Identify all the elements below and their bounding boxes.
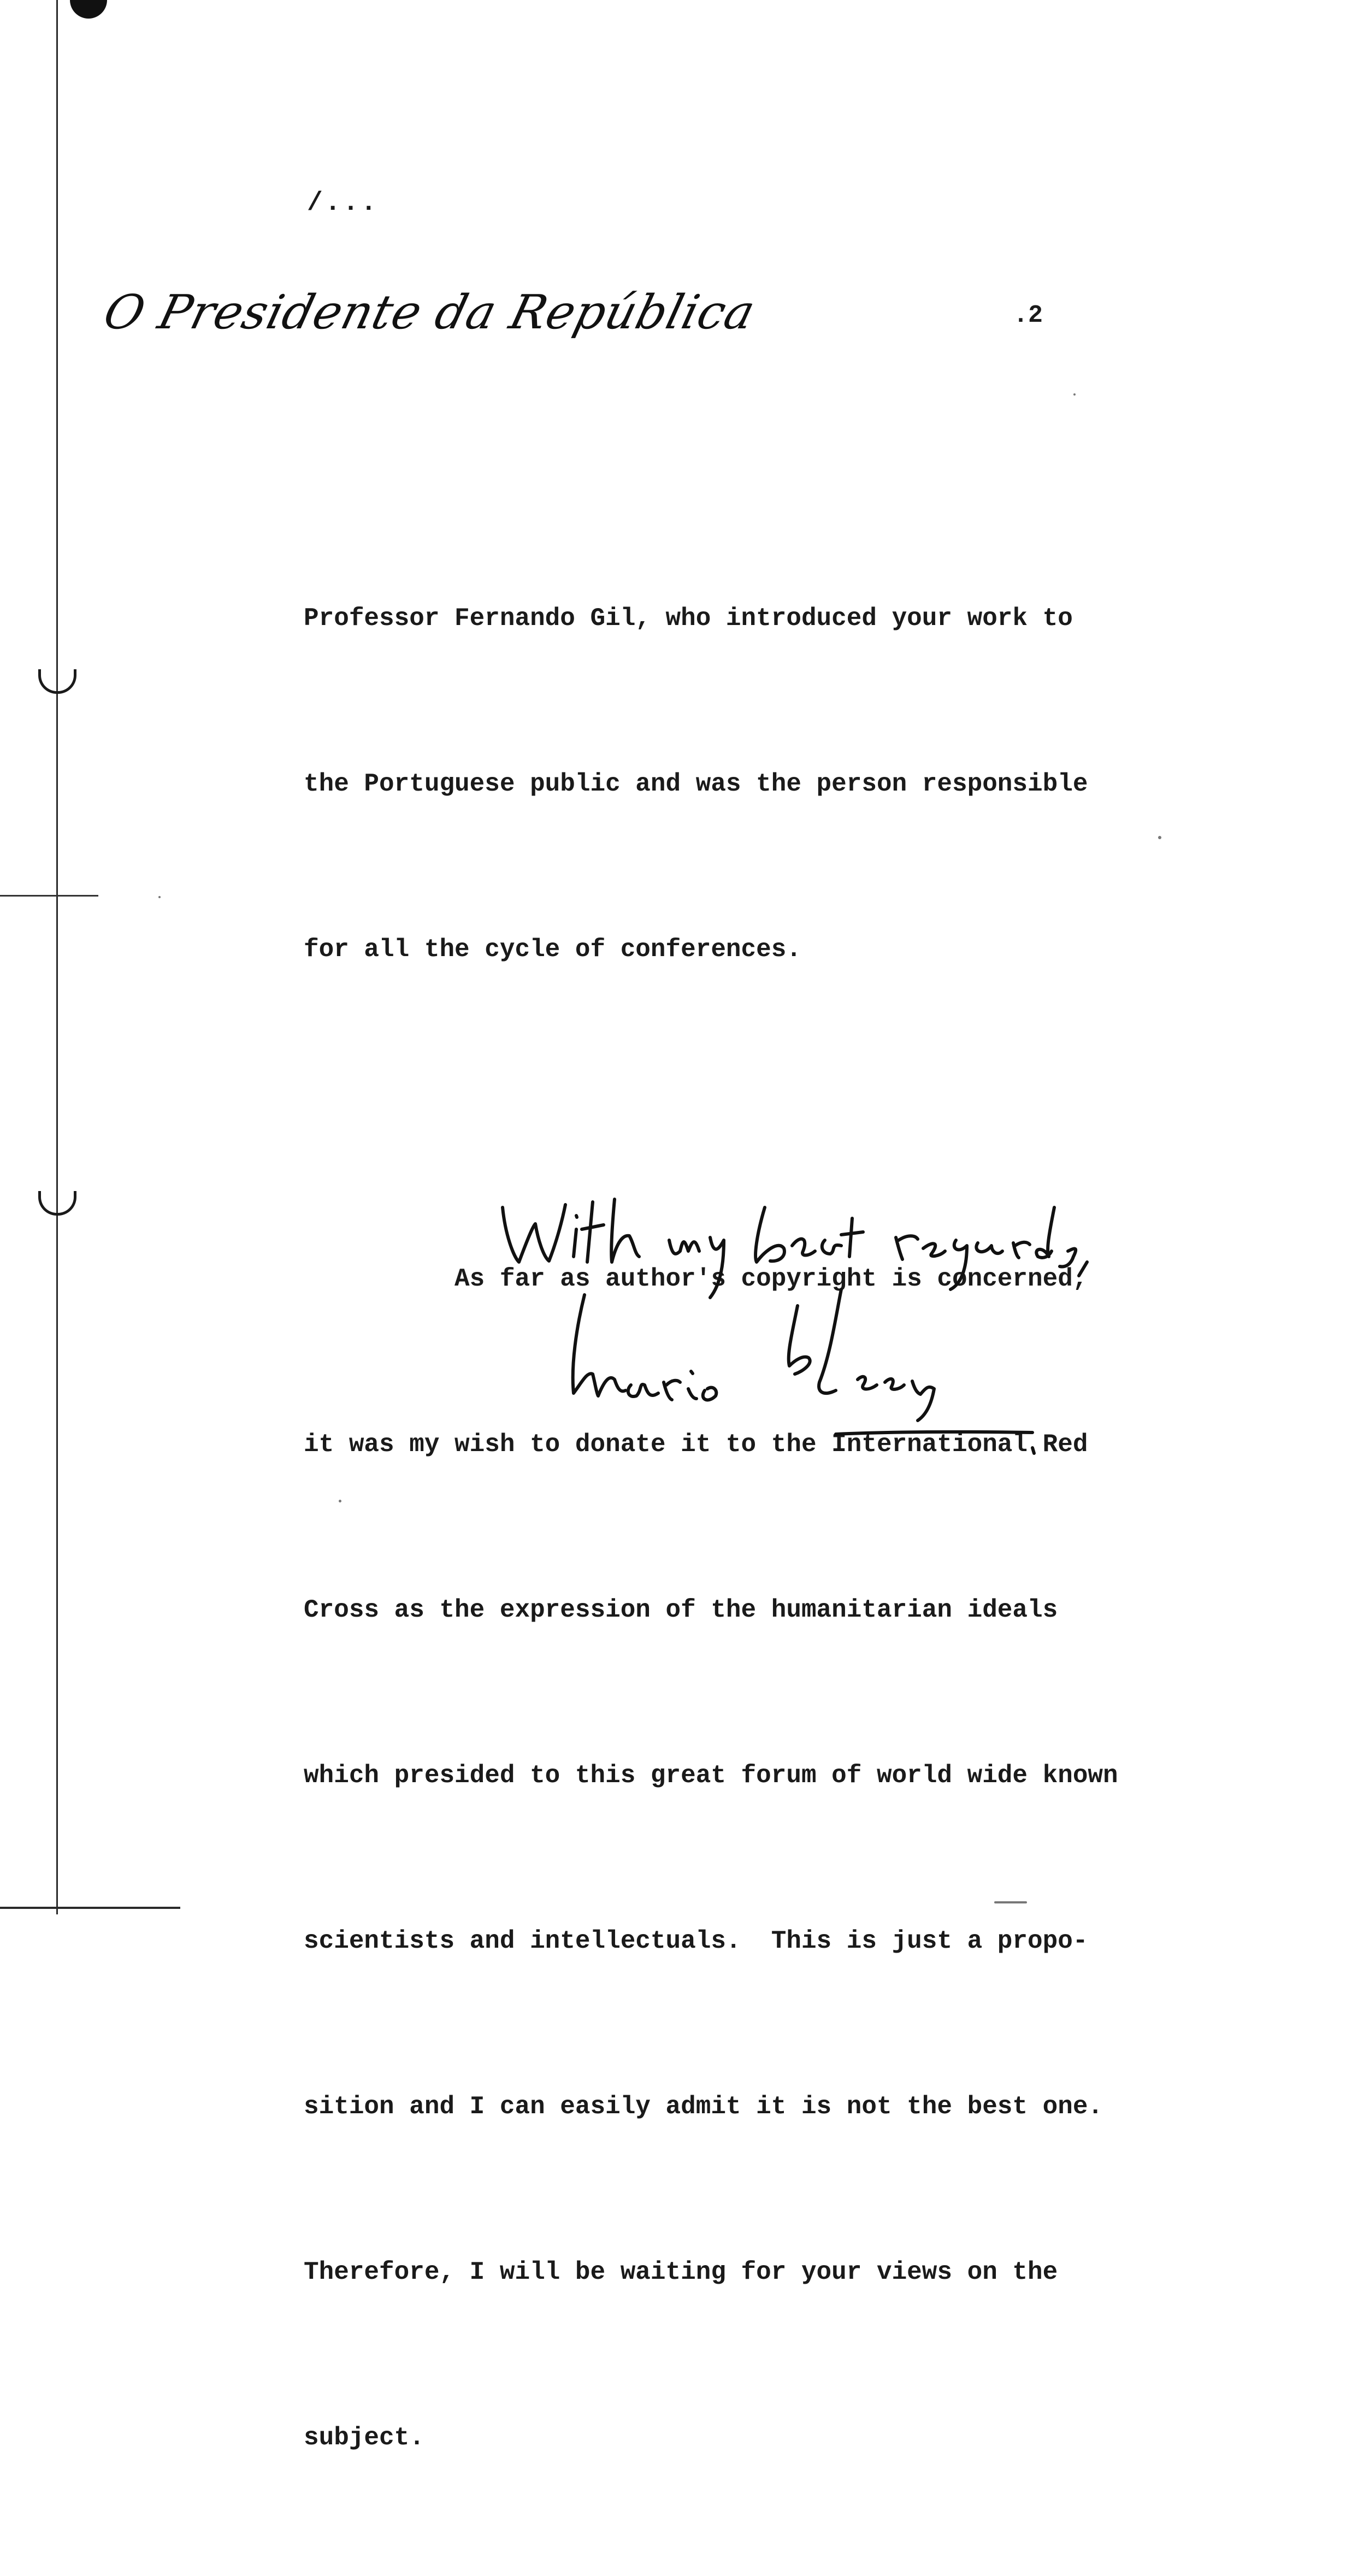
- left-margin-rule: [56, 0, 58, 1914]
- body-line: subject.: [304, 2424, 424, 2452]
- body-line: the Portuguese public and was the person responsible: [304, 770, 1088, 798]
- paper-speck: [1158, 836, 1161, 839]
- paper-speck: [158, 896, 161, 898]
- body-line: Cross as the expression of the humanitarian ideals: [304, 1596, 1058, 1624]
- body-line: Therefore, I will be waiting for your views on the: [304, 2258, 1058, 2286]
- bottom-edge-rule: [0, 1907, 180, 1909]
- binder-hole-mark: [38, 669, 76, 694]
- paper-speck: [994, 1901, 1027, 1903]
- handwritten-closing-and-signature: [481, 1175, 1109, 1459]
- body-line: As far as author's copyright is concerned,: [304, 1265, 1088, 1293]
- ink-blot: [70, 0, 107, 19]
- letterhead: O Presidente da República: [98, 285, 761, 340]
- closing-handwriting: [503, 1205, 565, 1262]
- body-paragraph: [304, 481, 1232, 1088]
- body-line: Professor Fernando Gil, who introduced your work to: [304, 604, 1073, 633]
- body-line: it was my wish to donate it to the International Red: [304, 1430, 1088, 1459]
- continuation-marker: /...: [307, 188, 379, 218]
- body-line: for all the cycle of conferences.: [304, 935, 801, 964]
- paper-speck: [1073, 393, 1076, 396]
- paper-speck: [339, 1500, 341, 1502]
- signature-handwriting: [573, 1295, 625, 1396]
- letter-body: [304, 481, 1232, 2576]
- fold-mark: [0, 895, 98, 897]
- page-number: .2: [1013, 302, 1043, 329]
- body-line: sition and I can easily admit it is not the best one.: [304, 2092, 1103, 2121]
- body-line: scientists and intellectuals. This is just a propo-: [304, 1927, 1088, 1955]
- binder-hole-mark: [38, 1191, 76, 1216]
- signature-underline: [836, 1432, 1032, 1434]
- body-line: which presided to this great forum of world wide known: [304, 1761, 1118, 1790]
